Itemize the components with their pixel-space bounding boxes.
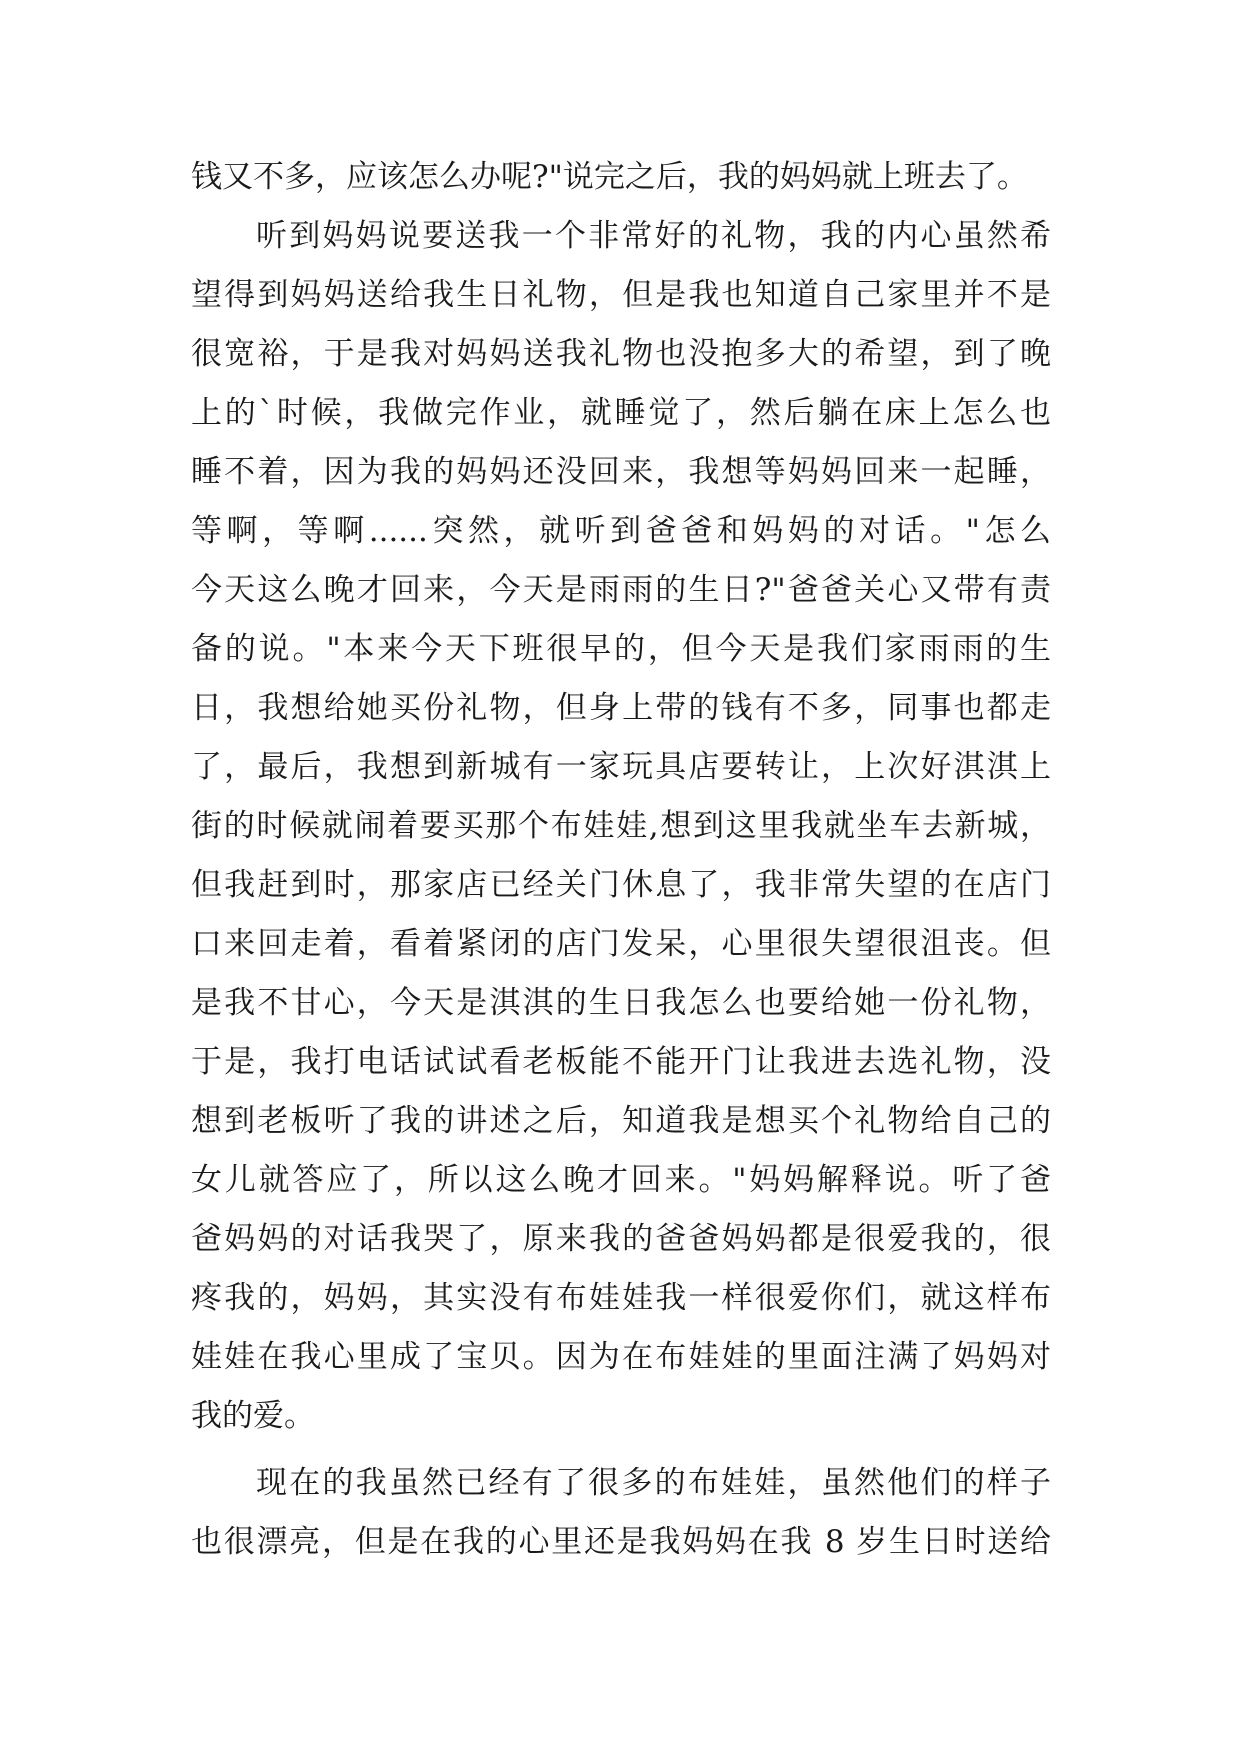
text-line: 疼我的，妈妈，其实没有布娃娃我一样很爱你们，就这样布 [191, 1280, 1051, 1316]
text-line: 也很漂亮，但是在我的心里还是我妈妈在我 8 岁生日时送给 [191, 1524, 1051, 1560]
text-line: 睡不着，因为我的妈妈还没回来，我想等妈妈回来一起睡， [191, 454, 1051, 490]
text-line: 是我不甘心，今天是淇淇的生日我怎么也要给她一份礼物， [191, 985, 1051, 1021]
text-line: 娃娃在我心里成了宝贝。因为在布娃娃的里面注满了妈妈对 [191, 1339, 1051, 1375]
text-line: 口来回走着，看着紧闭的店门发呆，心里很失望很沮丧。但 [191, 926, 1051, 962]
paragraph-first-line: 现在的我虽然已经有了很多的布娃娃，虽然他们的样子 [256, 1465, 1051, 1501]
text-line: 想到老板听了我的讲述之后，知道我是想买个礼物给自己的 [191, 1103, 1051, 1139]
text-line: 女儿就答应了，所以这么晚才回来。"妈妈解释说。听了爸 [191, 1162, 1051, 1198]
text-line: 今天这么晚才回来，今天是雨雨的生日?"爸爸关心又带有责 [191, 572, 1051, 608]
text-line: 钱又不多，应该怎么办呢?"说完之后，我的妈妈就上班去了。 [191, 159, 1028, 195]
paragraph-first-line: 听到妈妈说要送我一个非常好的礼物，我的内心虽然希 [256, 218, 1051, 254]
text-line: 备的说。"本来今天下班很早的，但今天是我们家雨雨的生 [191, 631, 1051, 667]
text-line: 很宽裕，于是我对妈妈送我礼物也没抱多大的希望，到了晚 [191, 336, 1051, 372]
text-line: 爸妈妈的对话我哭了，原来我的爸爸妈妈都是很爱我的，很 [191, 1221, 1051, 1257]
text-line: 于是，我打电话试试看老板能不能开门让我进去选礼物，没 [191, 1044, 1051, 1080]
body-text [191, 148, 1051, 1572]
text-line: 等啊，等啊......突然，就听到爸爸和妈妈的对话。"怎么 [191, 513, 1051, 549]
text-line: 街的时候就闹着要买那个布娃娃,想到这里我就坐车去新城， [191, 808, 1051, 844]
text-line: 但我赶到时，那家店已经关门休息了，我非常失望的在店门 [191, 867, 1051, 903]
text-line: 望得到妈妈送给我生日礼物，但是我也知道自己家里并不是 [191, 277, 1051, 313]
text-line: 我的爱。 [191, 1398, 315, 1434]
text-line: 日，我想给她买份礼物，但身上带的钱有不多，同事也都走 [191, 690, 1051, 726]
text-line: 上的`时候，我做完作业，就睡觉了，然后躺在床上怎么也 [191, 395, 1051, 431]
text-line: 了，最后，我想到新城有一家玩具店要转让，上次好淇淇上 [191, 749, 1051, 785]
